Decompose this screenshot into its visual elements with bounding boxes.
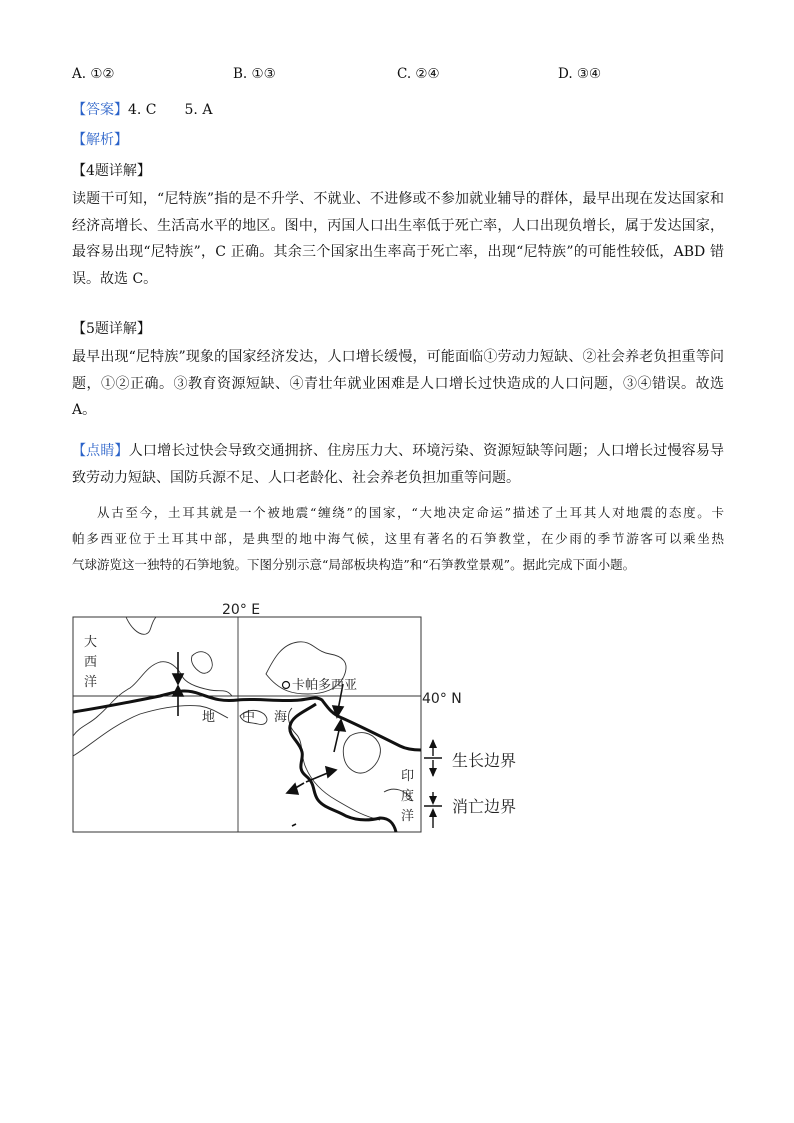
plate-tectonics-map (60, 596, 540, 836)
plate-motion-arrow (292, 824, 296, 826)
city-marker-icon (283, 682, 290, 689)
q5-explanation (72, 344, 724, 424)
intro-line: 从古至今，土耳其就是一个被地震“缠绕”的国家，“大地决定命运”描述了土耳其人对地震的态度。卡 (97, 505, 724, 520)
q4-heading: 【4题详解】 (72, 163, 151, 179)
q4-explanation (72, 186, 724, 292)
longitude-label: 20° E (222, 602, 261, 618)
arrow-head-icon (335, 720, 345, 731)
med-label-1: 地 (202, 710, 216, 725)
intro-line: 气球游览这一独特的石笋地貌。下图分别示意“局部板块构造”和“石笋教堂景观”。据此完成下面小题。 (72, 557, 636, 572)
point-line: 人口增长过快会导致交通拥挤、住房压力大、环境污染、资源短缺等问题；人口增长过慢容易导 (128, 443, 725, 459)
q5-line: 题，①②正确。③教育资源短缺、④青壮年就业困难是人口增长过快造成的人口问题，③④错误。故选 (72, 375, 724, 392)
analysis-tag: 【解析】 (72, 132, 128, 148)
intro-line: 帕多西亚位于土耳其中部，是典型的地中海气候，这里有著名的石笋教堂，在少雨的季节游客可以乘坐热 (72, 531, 724, 546)
q4-line: 经济高增长、生活高水平的地区。图中，丙国人口出生率低于死亡率，人口出现负增长，属于发达国家， (72, 217, 724, 234)
indian-label-2: 度 (401, 789, 415, 804)
arrow-head-icon (326, 767, 336, 777)
point-section (72, 438, 724, 491)
legend-growth (424, 739, 516, 777)
indian-label-1: 印 (401, 769, 415, 784)
q5-line: A。 (72, 402, 97, 418)
latitude-label: 40° N (422, 691, 462, 707)
answer-options (72, 66, 732, 86)
arrow-head-icon (287, 784, 298, 794)
answer-tag: 【答案】 (72, 102, 128, 118)
city-label: 卡帕多西亚 (292, 678, 358, 693)
legend-subduction (424, 792, 516, 828)
q4-line: 最容易出现“尼特族”，C 正确。其余三个国家出生率高于死亡率，出现“尼特族”的可能性较低，ABD 错 (72, 244, 724, 260)
legend-subduction-label: 消亡边界 (452, 797, 517, 816)
question-intro (72, 500, 724, 578)
coastline-britain (126, 617, 156, 634)
atlantic-label-2: 西 (84, 655, 98, 670)
answer-line (72, 99, 212, 119)
analysis-line (72, 129, 128, 149)
q4-line: 误。故选 C。 (72, 270, 158, 287)
option-d: D. ③④ (558, 66, 602, 82)
arrow-head-icon (173, 674, 183, 684)
indian-label-3: 洋 (401, 809, 415, 824)
q4-line: 读题干可知，“尼特族”指的是不升学、不就业、不进修或不参加就业辅导的群体，最早出现在发达国家和 (72, 191, 724, 207)
atlantic-label-3: 洋 (84, 675, 98, 690)
island-outline (191, 652, 212, 674)
plate-motion-arrow (306, 772, 330, 782)
med-label-2: 中 (242, 710, 256, 725)
q5-heading: 【5题详解】 (72, 321, 151, 337)
option-c: C. ②④ (397, 66, 440, 82)
legend-growth-label: 生长边界 (452, 751, 517, 770)
option-b: B. ①③ (233, 66, 276, 82)
option-a: A. ①② (72, 66, 115, 82)
gulf-outline (343, 733, 380, 773)
atlantic-label-1: 大 (84, 635, 98, 650)
point-line: 致劳动力短缺、国防兵源不足、人口老龄化、社会养老负担加重等问题。 (72, 469, 520, 486)
med-label-3: 海 (274, 710, 288, 725)
q5-line: 最早出现“尼特族”现象的国家经济发达，人口增长缓慢，可能面临①劳动力短缺、②社会养老负担重等问 (72, 349, 724, 365)
answer-text: 4. C 5. A (128, 102, 213, 118)
point-tag: 【点睛】 (72, 443, 129, 459)
